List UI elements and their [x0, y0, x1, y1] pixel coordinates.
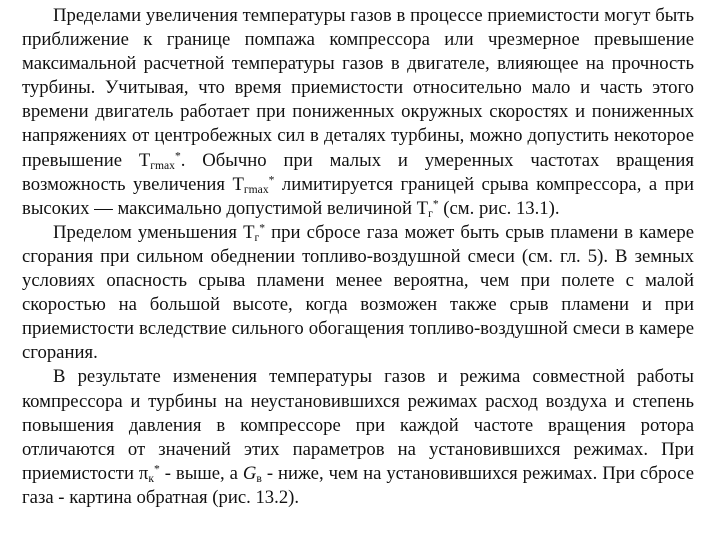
p2-text-2: при сбросе газа может быть срыв пламени в камере сгорания при сильном обеднении топливо-воздушной смеси (см. гл. 5). В земных условиях опасность срыва пламени менее вероятна, чем при полете с малой скоростью на большой высоте, когда возможен также срыв пламени и при приемистости вследствие сильного обогащения топливо-воздушной смеси в камере сгорания. [22, 221, 694, 364]
p1-subscript-1: гmax [150, 158, 175, 172]
document-page [22, 4, 694, 510]
p3-superscript-1: * [154, 462, 160, 476]
paragraph-2 [22, 221, 694, 366]
p3-subscript-1: к [148, 471, 154, 485]
p1-text-3: лимитируется границей срыва компрессора, а при высоких — максимально допустимой величиной Т [22, 173, 694, 219]
p1-text-1: Пределами увеличения температуры газов в процессе приемистости могут быть приближение к границе помпажа компрессора или чрезмерное превышение максимальной расчетной температуры газов в двигателе, влияющее на прочность турбины. Учитывая, что время приемистости относительно мало и часть этого времени двигатель работает при пониженных окружных скоростях и пониженных напряжениях от центробежных сил в деталях турбины, можно допустить некоторое превышение Т [22, 5, 694, 171]
p1-text-4: (см. рис. 13.1). [438, 197, 560, 219]
paragraph-1 [22, 4, 694, 221]
p1-superscript-2: * [268, 173, 275, 187]
p1-subscript-2: гmax [243, 182, 269, 196]
p2-subscript-1: г [254, 230, 260, 244]
p3-text-1: В результате изменения температуры газов и режима совместной работы компрессора и турбины на неустановившихся режимах расход воздуха и степень повышения давления в компрессоре при каждой частоте вращения ротора отличаются от значений этих параметров на установившихся режимах. При приемистости π [22, 366, 694, 484]
p1-subscript-3: г [428, 206, 433, 220]
p3-subscript-2: в [256, 471, 262, 485]
p1-superscript-3: * [432, 197, 439, 211]
paragraph-3 [22, 365, 694, 510]
p2-superscript-1: * [259, 221, 266, 235]
p3-text-2: - выше, а [159, 462, 243, 484]
p3-text-3: - ниже, чем на установившихся режимах. При сбросе газа - картина обратная (рис. 13.2). [22, 462, 694, 508]
p2-text-1: Пределом уменьшения Т [53, 221, 255, 243]
p1-text-2: . Обычно при малых и умеренных частотах вращения возможность увеличения Т [22, 149, 694, 195]
p1-superscript-1: * [174, 149, 181, 163]
p3-variable-g: G [242, 462, 257, 484]
